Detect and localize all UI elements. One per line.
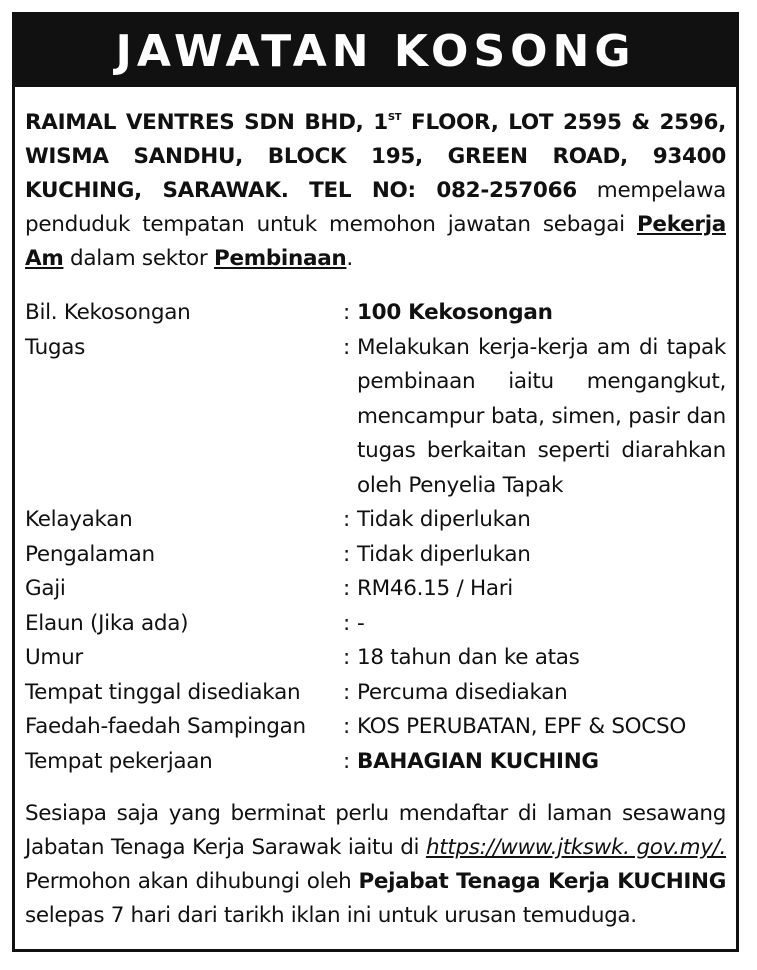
detail-row-qualification: Kelayakan : Tidak diperlukan (25, 507, 531, 532)
detail-row-salary: Gaji : RM46.15 / Hari (25, 576, 513, 601)
detail-row-accommodation: Tempat tinggal disediakan : Percuma disediakan (25, 679, 568, 705)
advert-content (15, 87, 736, 933)
page-title: JAWATAN KOSONG (115, 25, 636, 77)
jtk-website-link[interactable]: https://www.jtkswk. gov.my/. (426, 835, 726, 860)
position-name: Pekerja Am (25, 212, 726, 271)
sector-name: Pembinaan (213, 246, 347, 271)
intro-paragraph: RAIMAL VENTRES SDN BHD, 1ST FLOOR, LOT 2595 & 2596, WISMA SANDHU, BLOCK 195, GREEN ROAD, 93400 KUCHING, SARAWAK. TEL NO: 082-257066 mempelawa penduduk tempatan untuk memohon jawatan sebagai Pekerja Am dalam sektor Pembinaan. (25, 110, 727, 271)
office-name: Pejabat Tenaga Kerja KUCHING (358, 869, 726, 894)
detail-row-experience: Pengalaman : Tidak diperlukan (25, 541, 531, 567)
company-details: RAIMAL VENTRES SDN BHD, 1ST FLOOR, LOT 2595 & 2596, WISMA SANDHU, BLOCK 195, GREEN ROAD, 93400 KUCHING, SARAWAK. TEL NO: 082-257066 (25, 110, 727, 203)
detail-row-benefits: Faedah-faedah Sampingan : KOS PERUBATAN, EPF & SOCSO (25, 714, 686, 739)
detail-row-workplace: Tempat pekerjaan : BAHAGIAN KUCHING (25, 748, 599, 774)
title-banner (15, 15, 736, 87)
detail-row-duties: Tugas : Melakukan kerja-kerja am di tapak pembinaan iaitu mengangkut, mencampur bata, simen, pasir dan tugas berkaitan seperti diarahkan oleh Penyelia Tapak (25, 334, 726, 498)
detail-row-vacancies: Bil. Kekosongan : 100 Kekosongan (25, 300, 553, 325)
detail-row-allowance: Elaun (Jika ada) : - (25, 610, 365, 636)
details-list (25, 296, 726, 779)
advert-frame (12, 12, 739, 952)
closing-paragraph: Sesiapa saja yang berminat perlu mendaftar di laman sesawang Jabatan Tenaga Kerja Sarawak iaitu di https://www.jtkswk. gov.my/. Permohon akan dihubungi oleh Pejabat Tenaga Kerja KUCHING selepas 7 hari dari tarikh iklan ini untuk urusan temuduga. (25, 801, 726, 928)
detail-row-age: Umur : 18 tahun dan ke atas (25, 645, 580, 670)
